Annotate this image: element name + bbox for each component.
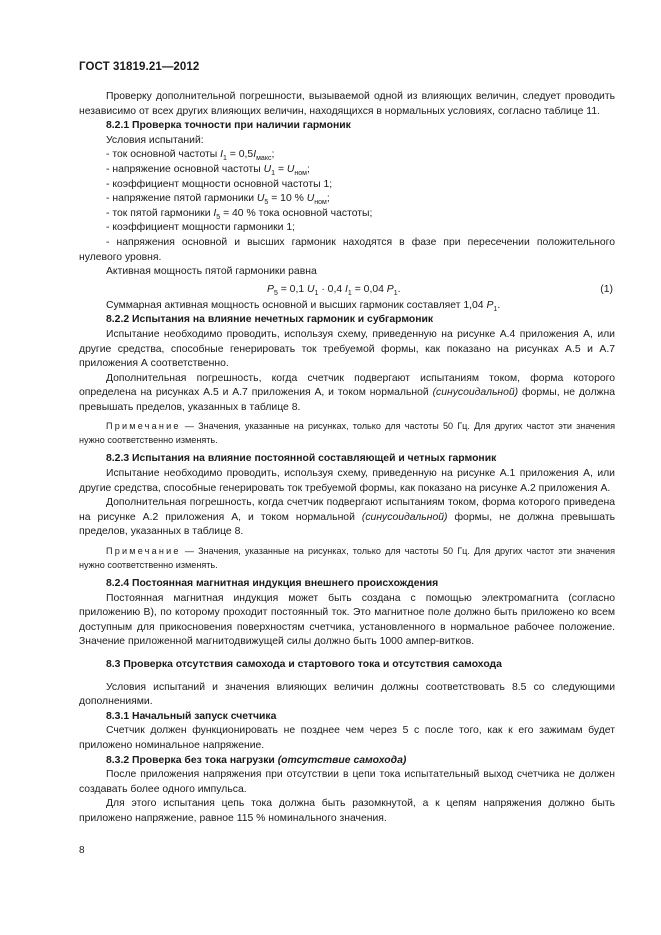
total-power-paragraph: Суммарная активная мощность основной и высших гармоник составляет 1,04 $P_1$. <box>106 299 501 313</box>
conditions-label: Условия испытаний: <box>106 134 204 146</box>
heading-8-2-2: 8.2.2 Испытания на влияние нечетных гармоник и субгармоник <box>106 314 434 326</box>
formula-1 <box>79 280 615 299</box>
intro-paragraph: Проверку дополнительной погрешности, вызываемой одной из влияющих величин, следует проводить независимо от всех других влияющих величин, находящихся в нормальных условиях, согласно таблице 11. <box>79 91 615 117</box>
condition-item-4: - напряжение пятой гармоники $U_5 = 10$ % $U_{ном}$; <box>106 193 330 207</box>
condition-item-3: - коэффициент мощности основной частоты 1; <box>106 178 333 190</box>
paragraph-8-2-3-2: Дополнительная погрешность, когда счетчик подвергают испытаниям током, форма которого приведена на рисунке А.2 приложения А, и током нормальной (синусоидальной) формы, не должна превышать пределов, указанных в таблице 8. <box>79 497 615 538</box>
paragraph-8-3-1: Счетчик должен функционировать не позднее чем через 5 с после того, как к его зажимам будет приложено номинальное напряжение. <box>79 725 615 751</box>
heading-8-2-1: 8.2.1 Проверка точности при наличии гармоник <box>106 120 351 132</box>
condition-item-1: - ток основной частоты $I_1 = 0,5I_{макс}$; <box>106 149 275 163</box>
active-power-paragraph: Активная мощность пятой гармоники равна <box>106 266 317 278</box>
document-body <box>79 90 615 827</box>
paragraph-8-2-3-1: Испытание необходимо проводить, используя схему, приведенную на рисунке А.1 приложения А, или другие средства, способные генерировать ток требуемой формы, как показано на рисунке А.2 приложения А. <box>79 468 615 494</box>
heading-8-3: 8.3 Проверка отсутствия самохода и стартового тока и отсутствия самохода <box>106 659 502 670</box>
formula-number: (1) <box>600 283 613 295</box>
paragraph-8-2-2-2: Дополнительная погрешность, когда счетчик подвергают испытаниям током, форма которого определена на рисунках А.5 и А.7 приложения А, и током нормальной (синусоидальной) формы, не должна превышать пределов, указанных в таблице 8. <box>79 372 615 413</box>
condition-item-7: - напряжения основной и высших гармоник находятся в фазе при пересечении положительного нулевого уровня. <box>79 236 615 263</box>
note-8-2-2: Примечание — Значения, указанные на рисунках, только для частоты 50 Гц. Для других частот эти значения нужно соответственно изменять. <box>79 421 615 445</box>
paragraph-8-2-4: Постоянная магнитная индукция может быть создана с помощью электромагнита (согласно приложению В), по которому проходит постоянный ток. Это магнитное поле должно быть приложено ко всем доступным для прикосновения поверхностям счетчика, установленного в нормальное рабочее положение. Значение приложенной магнитодвижущей силы должно быть 1000 ампер-витков. <box>79 592 615 648</box>
heading-8-2-4: 8.2.4 Постоянная магнитная индукция внешнего происхождения <box>106 578 439 590</box>
paragraph-8-3-2-1: После приложения напряжения при отсутствии в цепи тока испытательный выход счетчика не должен создавать более одного импульса. <box>79 769 615 795</box>
condition-item-2: - напряжение основной частоты $U_1 = U_{ном}$; <box>106 163 310 178</box>
paragraph-8-2-2-1: Испытание необходимо проводить, используя схему, приведенную на рисунке А.4 приложения А, или другие средства, способные генерировать ток требуемой формы, как показано на рисунках А.5 и А.7 приложения А соответственно. <box>79 328 615 370</box>
heading-8-2-3: 8.2.3 Испытания на влияние постоянной составляющей и четных гармоник <box>106 453 497 465</box>
page-number: 8 <box>79 845 85 856</box>
standard-header: ГОСТ 31819.21—2012 <box>79 61 200 73</box>
heading-8-3-2: 8.3.2 Проверка без тока нагрузки (отсутствие самохода) <box>106 754 407 766</box>
formula-expression: $P_5 = 0,1$ $U_1 \cdot 0,4$ $I_1 = 0,04$ $P_1$. <box>267 283 401 297</box>
condition-item-6: - коэффициент мощности гармоники 1; <box>106 222 296 234</box>
heading-8-3-1: 8.3.1 Начальный запуск счетчика <box>106 710 277 722</box>
condition-item-5: - ток пятой гармоники $I_5 = 40$ % тока основной частоты; <box>106 207 373 221</box>
paragraph-8-3-2-2: Для этого испытания цепь тока должна быть разомкнутой, а к цепям напряжения должно быть приложено напряжение, равное 115 % номинального значения. <box>79 798 615 824</box>
note-8-2-3: Примечание — Значения, указанные на рисунках, только для частоты 50 Гц. Для других частот эти значения нужно соответственно изменять. <box>79 546 615 570</box>
paragraph-8-3: Условия испытаний и значения влияющих величин должны соответствовать 8.5 со следующими дополнениями. <box>79 681 615 708</box>
